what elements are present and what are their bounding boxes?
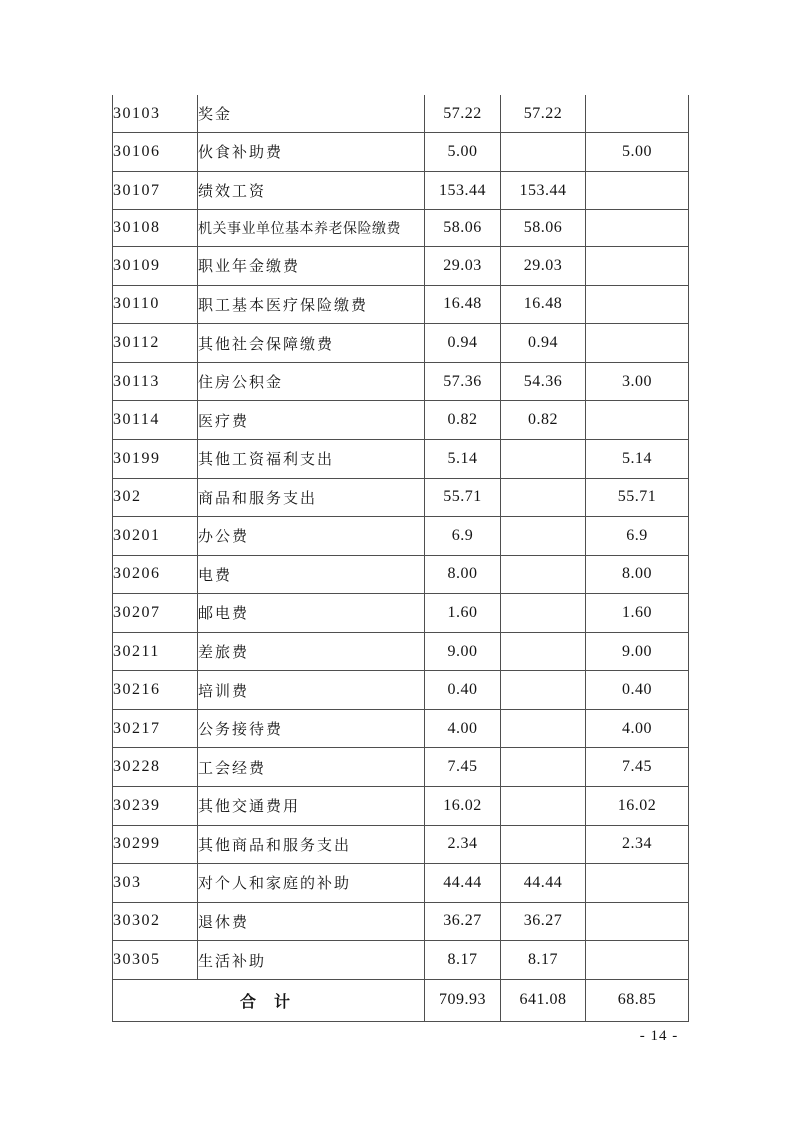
row-code: 30228 [113,748,198,787]
row-amount-3: 5.00 [586,133,689,172]
table-row [113,478,689,517]
row-code: 30201 [113,517,198,556]
table-row [113,517,689,556]
table-row [113,247,689,286]
row-label: 工会经费 [198,748,425,787]
row-amount-2: 8.17 [501,941,586,980]
row-amount-2: 57.22 [501,95,586,133]
row-amount-1: 0.82 [425,401,501,440]
row-label: 伙食补助费 [198,133,425,172]
row-amount-1: 0.94 [425,324,501,363]
table-row [113,171,689,210]
row-amount-1: 8.17 [425,941,501,980]
row-amount-2 [501,787,586,826]
table-row [113,594,689,633]
table-body [113,95,689,979]
row-amount-3 [586,324,689,363]
row-amount-2: 29.03 [501,247,586,286]
row-amount-3: 6.9 [586,517,689,556]
row-amount-1: 0.40 [425,671,501,710]
row-amount-3: 5.14 [586,439,689,478]
row-amount-3: 1.60 [586,594,689,633]
total-amount-3: 68.85 [586,979,689,1021]
row-amount-2: 153.44 [501,171,586,210]
row-amount-1: 9.00 [425,632,501,671]
row-code: 30216 [113,671,198,710]
row-label: 培训费 [198,671,425,710]
row-label: 商品和服务支出 [198,478,425,517]
row-code: 30239 [113,787,198,826]
total-amount-1: 709.93 [425,979,501,1021]
row-amount-3: 0.40 [586,671,689,710]
row-amount-1: 16.48 [425,285,501,324]
table-row [113,632,689,671]
row-code: 30299 [113,825,198,864]
row-code: 30199 [113,439,198,478]
row-amount-3 [586,941,689,980]
row-label: 住房公积金 [198,362,425,401]
total-row [113,979,689,1021]
row-amount-2: 36.27 [501,902,586,941]
row-amount-3: 16.02 [586,787,689,826]
row-code: 30110 [113,285,198,324]
row-label: 其他商品和服务支出 [198,825,425,864]
row-code: 30305 [113,941,198,980]
row-amount-2 [501,517,586,556]
row-amount-2 [501,594,586,633]
row-amount-1: 57.36 [425,362,501,401]
table-row [113,864,689,903]
row-code: 30211 [113,632,198,671]
row-amount-3: 9.00 [586,632,689,671]
row-amount-3 [586,171,689,210]
row-amount-1: 58.06 [425,210,501,247]
row-amount-2 [501,555,586,594]
row-amount-1: 6.9 [425,517,501,556]
row-label: 其他交通费用 [198,787,425,826]
table-row [113,709,689,748]
row-label: 医疗费 [198,401,425,440]
row-label: 绩效工资 [198,171,425,210]
total-amount-2: 641.08 [501,979,586,1021]
row-amount-2: 44.44 [501,864,586,903]
row-amount-1: 16.02 [425,787,501,826]
row-amount-2 [501,133,586,172]
row-amount-3 [586,864,689,903]
row-label: 生活补助 [198,941,425,980]
row-amount-2: 54.36 [501,362,586,401]
row-amount-3: 55.71 [586,478,689,517]
row-label: 邮电费 [198,594,425,633]
row-amount-2 [501,825,586,864]
row-amount-1: 29.03 [425,247,501,286]
page-number: - 14 - [639,1028,679,1044]
row-code: 30108 [113,210,198,247]
table-row [113,555,689,594]
row-amount-2 [501,671,586,710]
row-amount-2: 16.48 [501,285,586,324]
row-code: 30217 [113,709,198,748]
row-code: 30109 [113,247,198,286]
row-amount-1: 36.27 [425,902,501,941]
table-row [113,324,689,363]
table-row [113,401,689,440]
row-code: 30206 [113,555,198,594]
row-amount-1: 2.34 [425,825,501,864]
row-code: 30302 [113,902,198,941]
row-label: 电费 [198,555,425,594]
row-label: 职工基本医疗保险缴费 [198,285,425,324]
row-amount-3: 3.00 [586,362,689,401]
row-amount-1: 7.45 [425,748,501,787]
table-row [113,902,689,941]
row-code: 30114 [113,401,198,440]
table-row [113,671,689,710]
row-label: 退休费 [198,902,425,941]
row-amount-3: 8.00 [586,555,689,594]
row-amount-1: 5.14 [425,439,501,478]
row-amount-3 [586,247,689,286]
table-row [113,210,689,247]
table-row [113,748,689,787]
row-label: 办公费 [198,517,425,556]
table-row [113,285,689,324]
row-amount-2 [501,748,586,787]
row-code: 30112 [113,324,198,363]
table-row [113,95,689,133]
row-label: 差旅费 [198,632,425,671]
row-amount-2 [501,439,586,478]
table-total-body [113,979,689,1021]
row-label: 公务接待费 [198,709,425,748]
row-amount-3 [586,285,689,324]
row-amount-1: 5.00 [425,133,501,172]
row-amount-3 [586,401,689,440]
table-row [113,439,689,478]
row-label: 机关事业单位基本养老保险缴费 [198,210,425,247]
row-label: 职业年金缴费 [198,247,425,286]
row-amount-2 [501,709,586,748]
row-code: 30103 [113,95,198,133]
row-label: 其他社会保障缴费 [198,324,425,363]
row-amount-2 [501,478,586,517]
table-row [113,941,689,980]
row-amount-3 [586,95,689,133]
row-amount-2: 0.94 [501,324,586,363]
row-amount-1: 1.60 [425,594,501,633]
row-label: 奖金 [198,95,425,133]
table-row [113,787,689,826]
budget-expenditure-table [112,95,689,1022]
row-amount-2 [501,632,586,671]
row-amount-1: 55.71 [425,478,501,517]
row-code: 303 [113,864,198,903]
row-code: 30113 [113,362,198,401]
row-code: 30207 [113,594,198,633]
row-code: 302 [113,478,198,517]
row-label: 其他工资福利支出 [198,439,425,478]
table-row [113,362,689,401]
row-code: 30107 [113,171,198,210]
row-amount-2: 58.06 [501,210,586,247]
row-amount-1: 4.00 [425,709,501,748]
row-amount-1: 8.00 [425,555,501,594]
table-row [113,825,689,864]
row-amount-3: 2.34 [586,825,689,864]
row-amount-3 [586,210,689,247]
row-amount-3: 4.00 [586,709,689,748]
row-code: 30106 [113,133,198,172]
total-row-label: 合 计 [113,979,425,1021]
row-amount-3: 7.45 [586,748,689,787]
row-label: 对个人和家庭的补助 [198,864,425,903]
table-row [113,133,689,172]
row-amount-1: 57.22 [425,95,501,133]
row-amount-3 [586,902,689,941]
row-amount-1: 153.44 [425,171,501,210]
row-amount-2: 0.82 [501,401,586,440]
row-amount-1: 44.44 [425,864,501,903]
